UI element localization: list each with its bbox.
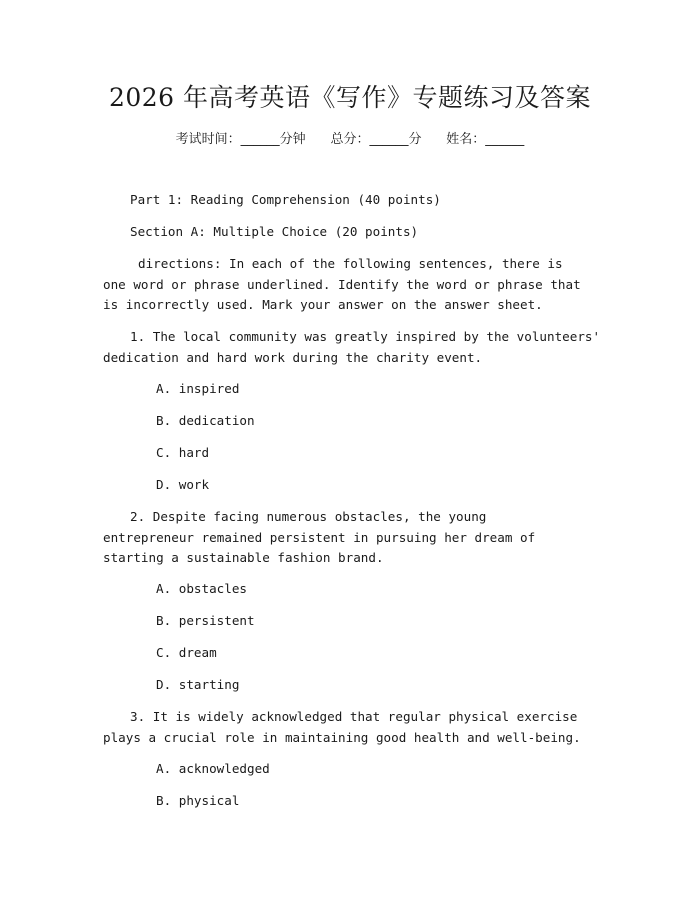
question-3-option-a: A. acknowledged	[156, 761, 270, 776]
question-3-text: 3. It is widely acknowledged that regular physical exercise plays a crucial role in maintaining good health and well-being.	[103, 709, 581, 745]
question-1-option-c: C. hard	[156, 445, 210, 460]
document-title: 2026 年高考英语《写作》专题练习及答案	[108, 83, 592, 112]
question-3-option-b: B. physical	[156, 793, 240, 808]
question-1-text: 1. The local community was greatly inspired by the volunteers' dedication and hard work during the charity event.	[103, 329, 601, 365]
student-name-field: 姓名：______	[446, 132, 525, 147]
total-score-field: 总分：______分	[330, 132, 422, 147]
section-heading: Section A: Multiple Choice (20 points)	[130, 224, 419, 239]
question-1-option-a: A. inspired	[156, 381, 240, 396]
question-1-option-d: D. work	[156, 477, 210, 492]
question-2-text: 2. Despite facing numerous obstacles, the young entrepreneur remained persistent in pursuing her dream of starting a sustainable fashion brand.	[103, 509, 536, 565]
question-2-option-d: D. starting	[156, 677, 240, 692]
question-2-option-a: A. obstacles	[156, 581, 247, 596]
question-2-option-b: B. persistent	[156, 613, 255, 628]
part-heading: Part 1: Reading Comprehension (40 points)	[130, 192, 441, 207]
directions-text: directions: In each of the following sentences, there is one word or phrase underlined. Identify the word or phrase that is incorrectly used. Mark your answer on the answer sheet.	[103, 256, 581, 312]
question-1-option-b: B. dedication	[156, 413, 255, 428]
question-2-option-c: C. dream	[156, 645, 217, 660]
exam-meta	[0, 130, 700, 150]
exam-time-field: 考试时间：______分钟	[175, 132, 306, 147]
